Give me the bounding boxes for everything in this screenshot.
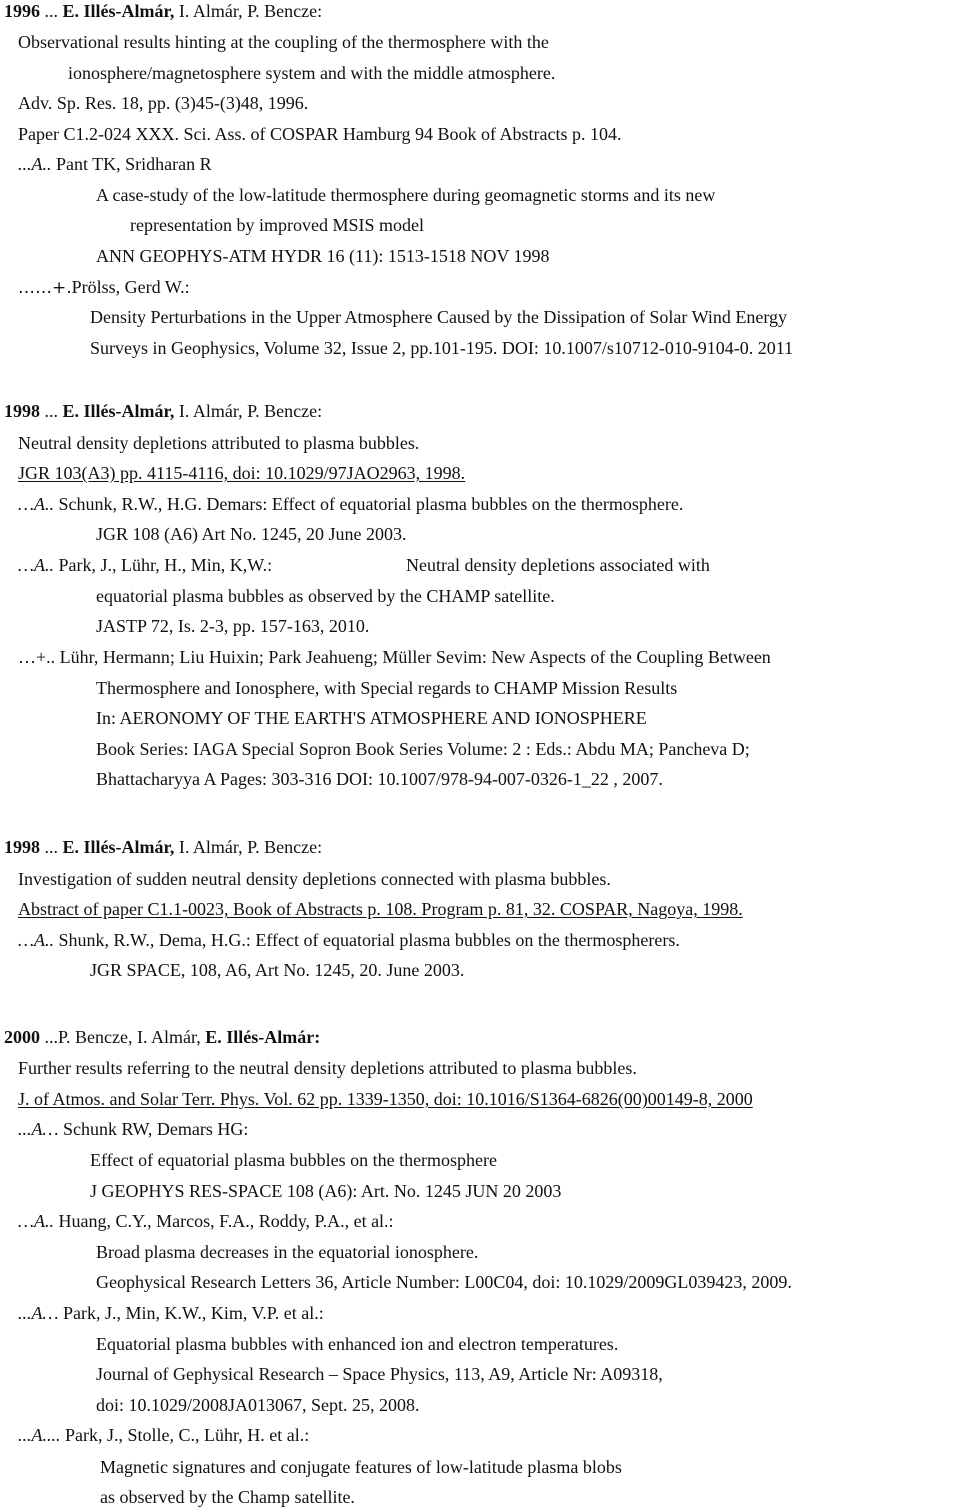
entry-2-year: 1998: [4, 401, 40, 421]
entry-1-citation-1-title-1: A case-study of the low-latitude thermosphere during geomagnetic storms and its new: [96, 185, 716, 205]
entry-1-citation-2-title: Density Perturbations in the Upper Atmosphere Caused by the Dissipation of Solar Wind Energy: [90, 307, 788, 327]
entry-4-citation-3-source-1: Journal of Gephysical Research – Space Physics, 113, A9, Article Nr: A09318,: [96, 1364, 663, 1384]
entry-4-citation-4-title-2: as observed by the Champ satellite.: [100, 1487, 355, 1507]
entry-4-citation-4-title-1: Magnetic signatures and conjugate features of low-latitude plasma blobs: [100, 1457, 622, 1477]
entry-1-citation-1-title-2: representation by improved MSIS model: [130, 215, 424, 235]
entry-4-citation-3-title: Equatorial plasma bubbles with enhanced ion and electron temperatures.: [96, 1334, 619, 1354]
entry-1-citation-2-source: Surveys in Geophysics, Volume 32, Issue 2, pp.101-195. DOI: 10.1007/s10712-010-9104-0. 2011: [90, 338, 794, 358]
entry-2-citation-3-line-2: Thermosphere and Ionosphere, with Special regards to CHAMP Mission Results: [96, 678, 678, 698]
entry-2-citation-3-line-5: Bhattacharyya A Pages: 303-316 DOI: 10.1007/978-94-007-0326-1_22 , 2007.: [96, 769, 663, 789]
entry-2-citation-1-source: JGR 108 (A6) Art No. 1245, 20 June 2003.: [96, 524, 407, 544]
entry-4-citation-1-title: Effect of equatorial plasma bubbles on the thermosphere: [90, 1150, 498, 1170]
entry-1-title-line-2: ionosphere/magnetosphere system and with the middle atmosphere.: [68, 63, 556, 83]
entry-3-year: 1998: [4, 837, 40, 857]
entry-4-header: 2000 ...P. Bencze, I. Almár, E. Illés-Almár:: [4, 1027, 321, 1047]
entry-4-ref: J. of Atmos. and Solar Terr. Phys. Vol. 62 pp. 1339-1350, doi: 10.1016/S1364-6826(00)00149-8, 2000: [18, 1089, 753, 1109]
entry-4-author: E. Illés-Almár:: [205, 1027, 321, 1047]
entry-2-header: 1998 ... E. Illés-Almár, I. Almár, P. Bencze:: [4, 401, 323, 421]
entry-4-citation-1: ...A… Schunk RW, Demars HG:: [18, 1119, 249, 1139]
entry-2-ref: JGR 103(A3) pp. 4115-4116, doi: 10.1029/97JAO2963, 1998.: [18, 463, 466, 483]
entry-3-author: E. Illés-Almár,: [62, 837, 175, 857]
entry-2-citation-1: …A.. Schunk, R.W., H.G. Demars: Effect of equatorial plasma bubbles on the thermosphere.: [18, 494, 684, 514]
entry-4-citation-3-source-2: doi: 10.1029/2008JA013067, Sept. 25, 2008.: [96, 1395, 420, 1415]
entry-2-citation-3-line-4: Book Series: IAGA Special Sopron Book Series Volume: 2 : Eds.: Abdu MA; Pancheva D;: [96, 739, 750, 759]
entry-2-author: E. Illés-Almár,: [62, 401, 175, 421]
entry-4-citation-2-source: Geophysical Research Letters 36, Article Number: L00C04, doi: 10.1029/2009GL039423, 2009.: [96, 1272, 792, 1292]
entry-2-citation-2: …A.. Park, J., Lühr, H., Min, K,W.:: [18, 555, 273, 575]
entry-1-ref-2: Paper C1.2-024 XXX. Sci. Ass. of COSPAR Hamburg 94 Book of Abstracts p. 104.: [18, 124, 622, 144]
entry-4-citation-3: ...A… Park, J., Min, K.W., Kim, V.P. et al.:: [18, 1303, 324, 1323]
entry-2-title: Neutral density depletions attributed to plasma bubbles.: [18, 433, 420, 453]
entry-4-title: Further results referring to the neutral density depletions attributed to plasma bubbles.: [18, 1058, 637, 1078]
entry-3-title: Investigation of sudden neutral density depletions connected with plasma bubbles.: [18, 869, 611, 889]
entry-2-citation-2-title-1: Neutral density depletions associated with: [406, 555, 710, 575]
entry-3-header: 1998 ... E. Illés-Almár, I. Almár, P. Bencze:: [4, 837, 323, 857]
entry-3-ref: Abstract of paper C1.1-0023, Book of Abstracts p. 108. Program p. 81, 32. COSPAR, Nagoya, 1998.: [18, 899, 743, 919]
entry-4-citation-2-title: Broad plasma decreases in the equatorial ionosphere.: [96, 1242, 479, 1262]
entry-2-citation-2-title-2: equatorial plasma bubbles as observed by the CHAMP satellite.: [96, 586, 555, 606]
entry-2-citation-3-line-3: In: AERONOMY OF THE EARTH'S ATMOSPHERE AND IONOSPHERE: [96, 708, 647, 728]
entry-1-citation-1-source: ANN GEOPHYS-ATM HYDR 16 (11): 1513-1518 NOV 1998: [96, 246, 550, 266]
entry-1-author: E. Illés-Almár,: [62, 1, 175, 21]
entry-4-citation-4: ...A.... Park, J., Stolle, C., Lühr, H. et al.:: [18, 1425, 310, 1445]
entry-1-citation-2: ……+.Prölss, Gerd W.:: [18, 277, 190, 298]
entry-1-title-line-1: Observational results hinting at the coupling of the thermosphere with the: [18, 32, 549, 52]
entry-1-citation-1: ...A.. Pant TK, Sridharan R: [18, 154, 212, 174]
entry-4-citation-2: …A.. Huang, C.Y., Marcos, F.A., Roddy, P.A., et al.:: [18, 1211, 394, 1231]
entry-3-citation-1: …A.. Shunk, R.W., Dema, H.G.: Effect of equatorial plasma bubbles on the thermospherers.: [18, 930, 680, 950]
entry-2-citation-3: …+.. Lühr, Hermann; Liu Huixin; Park Jeahueng; Müller Sevim: New Aspects of the Coupling Between: [18, 647, 771, 667]
entry-1-header: 1996 ... E. Illés-Almár, I. Almár, P. Bencze:: [4, 1, 323, 21]
entry-4-citation-1-source: J GEOPHYS RES-SPACE 108 (A6): Art. No. 1245 JUN 20 2003: [90, 1181, 562, 1201]
entry-3-citation-1-source: JGR SPACE, 108, A6, Art No. 1245, 20. June 2003.: [90, 960, 465, 980]
entry-1-ref-1: Adv. Sp. Res. 18, pp. (3)45-(3)48, 1996.: [18, 93, 309, 113]
entry-1-year: 1996: [4, 1, 40, 21]
entry-4-year: 2000: [4, 1027, 40, 1047]
entry-2-citation-2-source: JASTP 72, Is. 2-3, pp. 157-163, 2010.: [96, 616, 370, 636]
